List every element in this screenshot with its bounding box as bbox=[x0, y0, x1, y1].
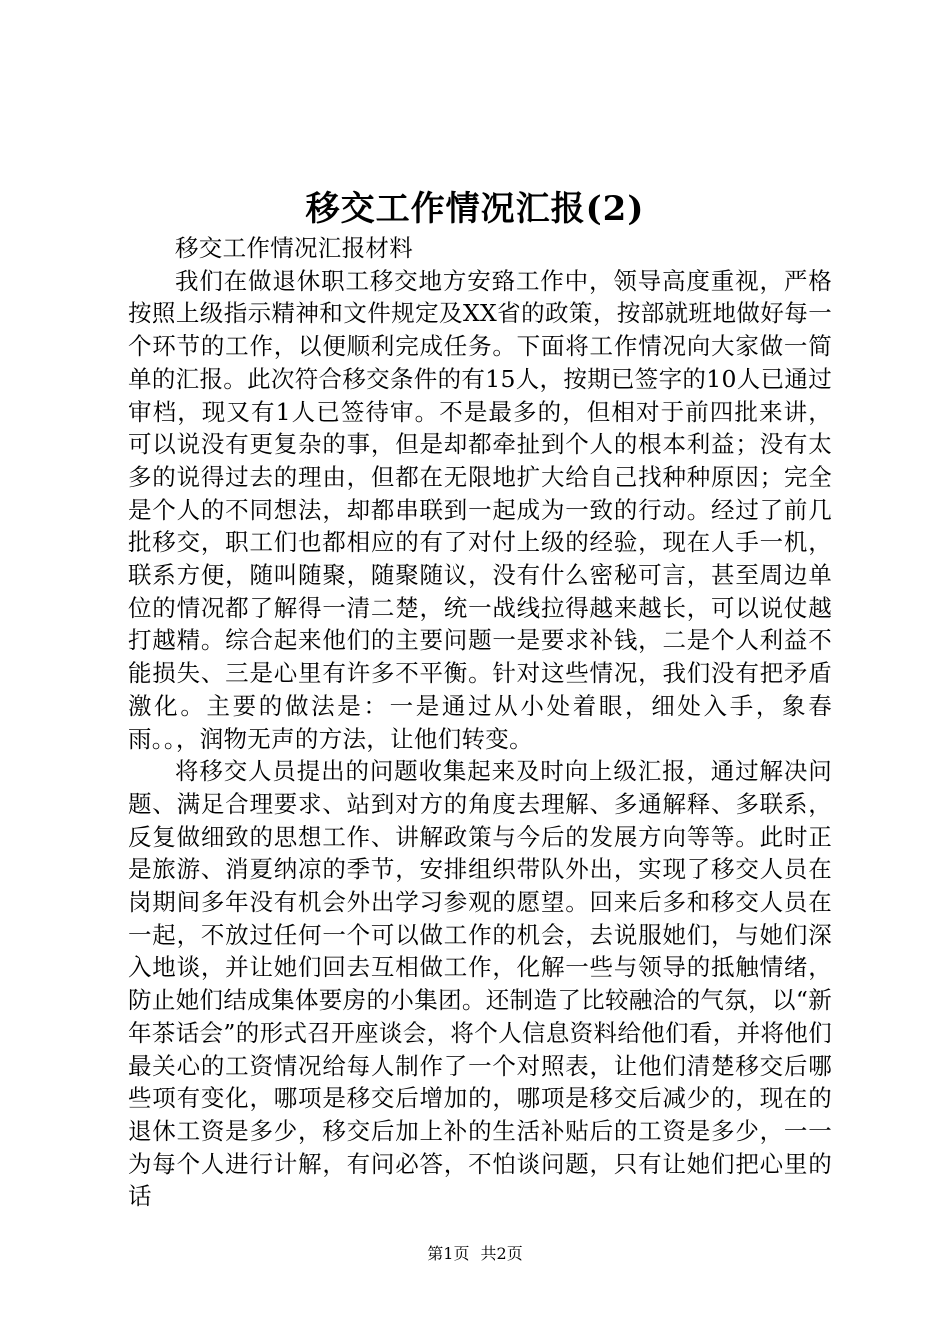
page-number: 第1页 bbox=[427, 1244, 470, 1263]
body-paragraph-2: 将移交人员提出的问题收集起来及时向上级汇报，通过解决问题、满足合理要求、站到对方的角度去理解、多通解释、多联系，反复做细致的思想工作、讲解政策与今后的发展方向等等。此时正是旅游、消夏纳凉的季节，安排组织带队外出，实现了移交人员在岗期间多年没有机会外出学习参观的愿望。回来后多和移交人员在一起，不放过任何一个可以做工作的机会，去说服她们，与她们深入地谈，并让她们回去互相做工作，化解一些与领导的抵触情绪，防止她们结成集体要房的小集团。还制造了比较融洽的气氛，以“新年茶话会”的形式召开座谈会，将个人信息资料给他们看，并将他们最关心的工资情况给每人制作了一个对照表，让他们清楚移交后哪些项有变化，哪项是移交后增加的，哪项是移交后减少的，现在的退休工资是多少，移交后加上补的生活补贴后的工资是多少，一一为每个人进行计解，有问必答，不怕谈问题，只有让她们把心里的话 bbox=[128, 757, 832, 1211]
page-total: 共2页 bbox=[480, 1244, 523, 1263]
document-body bbox=[128, 232, 832, 1213]
page-footer bbox=[0, 1244, 950, 1264]
document-title: 移交工作情况汇报(2) bbox=[305, 189, 645, 229]
subtitle-paragraph: 移交工作情况汇报材料 bbox=[175, 234, 413, 262]
body-paragraph-1: 我们在做退休职工移交地方安臵工作中，领导高度重视，严格按照上级指示精神和文件规定及XX省的政策，按部就班地做好每一个环节的工作，以便顺利完成任务。下面将工作情况向大家做一简单的汇报。此次符合移交条件的有15人，按期已签字的10人已通过审档，现又有1人已签待审。不是最多的，但相对于前四批来讲，可以说没有更复杂的事，但是却都牵扯到个人的根本利益；没有太多的说得过去的理由，但都在无限地扩大给自己找种种原因；完全是个人的不同想法，却都串联到一起成为一致的行动。经过了前几批移交，职工们也都相应的有了对付上级的经验，现在人手一机，联系方便，随叫随聚，随聚随议，没有什么密秘可言，甚至周边单位的情况都了解得一清二楚，统一战线拉得越来越长，可以说仗越打越精。综合起来他们的主要问题一是要求补钱，二是个人利益不能损失、三是心里有许多不平衡。针对这些情况，我们没有把矛盾激化。主要的做法是：一是通过从小处着眼，细处入手，象春雨。。，润物无声的方法，让他们转变。 bbox=[128, 266, 832, 753]
